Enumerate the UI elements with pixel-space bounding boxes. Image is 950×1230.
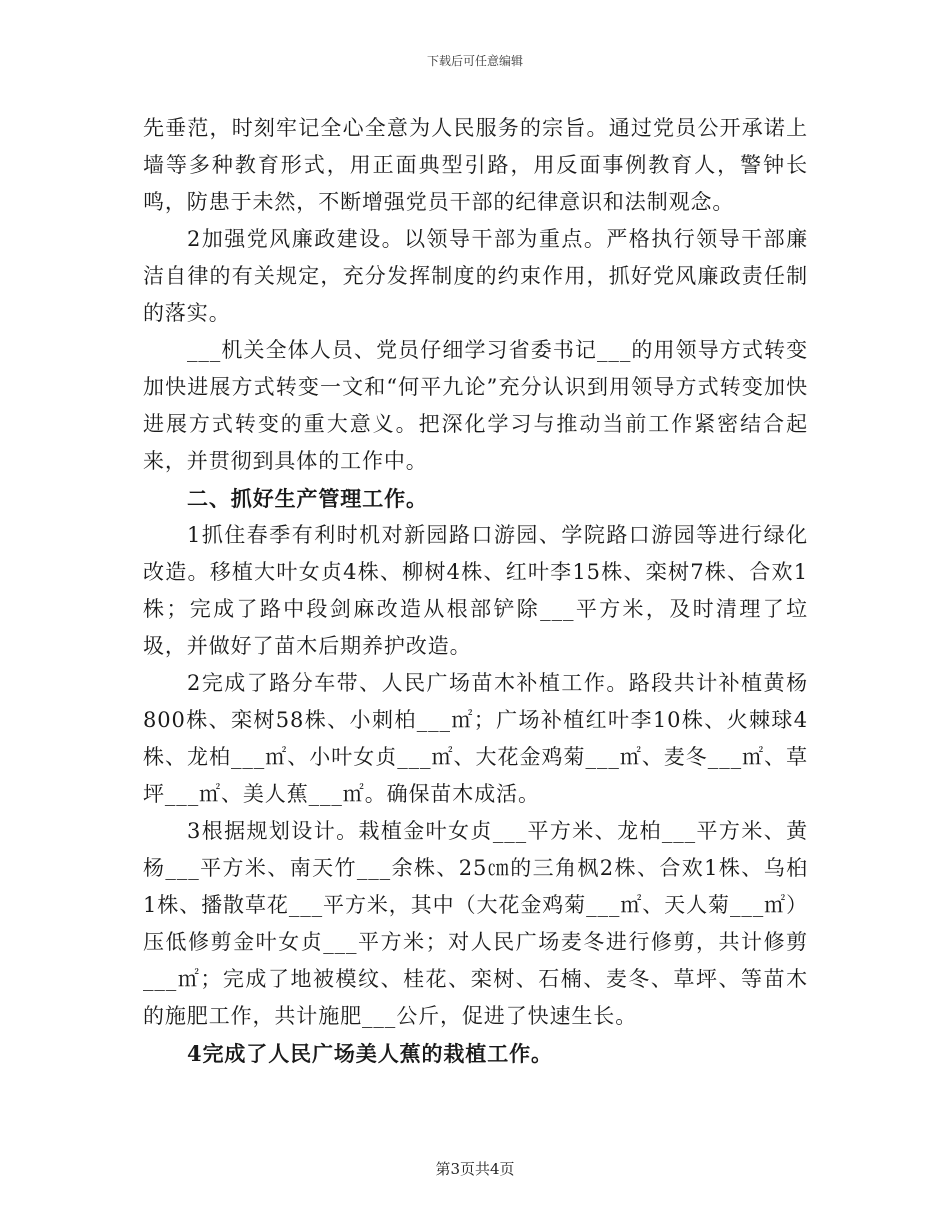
paragraph-2: 2加强党风廉政建设。以领导干部为重点。严格执行领导干部廉洁自律的有关规定，充分发挥制度的约束作用，抓好党风廉政责任制的落实。 [143, 227, 808, 325]
paragraph-6: 2完成了路分车带、人民广场苗木补植工作。路段共计补植黄杨800株、栾树58株、小刺柏___㎡；广场补植红叶李10株、火棘球4株、龙柏___㎡、小叶女贞___㎡、大花金鸡菊___㎡、麦冬___㎡、草坪___㎡、美人蕉___㎡。确保苗木成活。 [143, 671, 808, 806]
page-number: 第3页共4页 [435, 1160, 515, 1178]
paragraph-8: 4完成了人民广场美人蕉的栽植工作。 [187, 1041, 553, 1066]
paragraph-7: 3根据规划设计。栽植金叶女贞___平方米、龙柏___平方米、黄杨___平方米、南天竹___余株、25㎝的三角枫2株、合欢1株、乌桕1株、播散草花___平方米，其中（大花金鸡菊___㎡、天人菊___㎡）压低修剪金叶女贞___平方米；对人民广场麦冬进行修剪，共计修剪___㎡；完成了地被模纹、桂花、栾树、石楠、麦冬、草坪、等苗木的施肥工作，共计施肥___公斤，促进了快速生长。 [143, 819, 808, 1028]
paragraph-1: 先垂范，时刻牢记全心全意为人民服务的宗旨。通过党员公开承诺上墙等多种教育形式，用正面典型引路，用反面事例教育人，警钟长鸣，防患于未然，不断增强党员干部的纪律意识和法制观念。 [143, 116, 808, 214]
document-body [143, 110, 808, 1072]
paragraph-5: 1抓住春季有利时机对新园路口游园、学院路口游园等进行绿化改造。移植大叶女贞4株、柳树4株、红叶李15株、栾树7株、合欢1株；完成了路中段剑麻改造从根部铲除___平方米，及时清理了垃圾，并做好了苗木后期养护改造。 [143, 523, 808, 658]
section-heading-2: 二、抓好生产管理工作。 [187, 486, 428, 511]
page-header: 下载后可任意编辑 [426, 54, 523, 68]
paragraph-3: ___机关全体人员、党员仔细学习省委书记___的用领导方式转变加快进展方式转变一文和“何平九论”充分认识到用领导方式转变加快进展方式转变的重大意义。把深化学习与推动当前工作紧密结合起来，并贯彻到具体的工作中。 [143, 338, 808, 473]
